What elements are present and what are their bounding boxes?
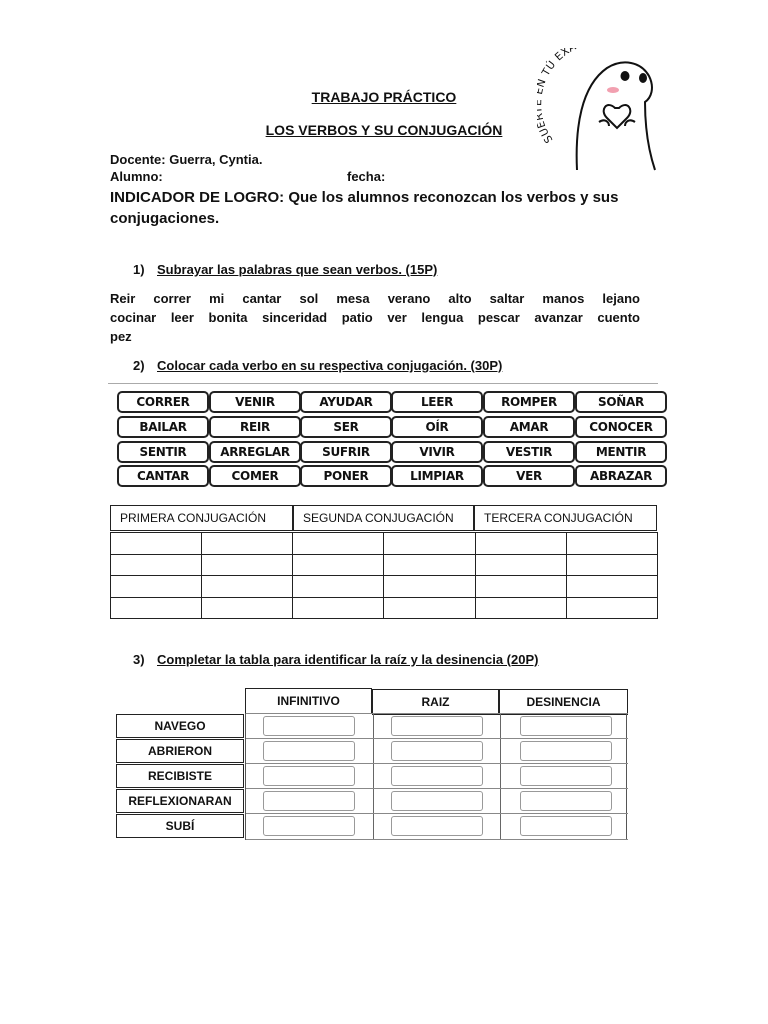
verb-card: ABRAZAR: [575, 465, 667, 487]
answer-box[interactable]: [263, 766, 355, 786]
question-3-number: 3): [133, 652, 145, 667]
answer-box[interactable]: [520, 766, 612, 786]
verb-card: REIR: [209, 416, 301, 438]
header-infinitivo: INFINITIVO: [245, 688, 372, 714]
word-list-line-1: Reir correr mi cantar sol mesa verano alto saltar manos lejano: [110, 291, 640, 306]
verb-card: CANTAR: [117, 465, 209, 487]
header-raiz: RAIZ: [372, 689, 499, 715]
verb-row-label: ABRIERON: [116, 739, 244, 763]
verb-card: VENIR: [209, 391, 301, 413]
verb-card: MENTIR: [575, 441, 667, 463]
answer-cell[interactable]: [384, 576, 475, 598]
answer-box[interactable]: [391, 766, 483, 786]
question-1-text: Subrayar las palabras que sean verbos. (15P): [157, 262, 438, 277]
answer-box[interactable]: [263, 741, 355, 761]
table-row: [111, 576, 658, 598]
row-divider: [246, 839, 628, 840]
answer-cell[interactable]: [293, 533, 384, 555]
verb-row-label: NAVEGO: [116, 714, 244, 738]
answer-cell[interactable]: [384, 533, 475, 555]
verb-card: SER: [300, 416, 392, 438]
row-divider: [246, 713, 628, 714]
answer-cell[interactable]: [384, 554, 475, 576]
header-primera-conjugacion: PRIMERA CONJUGACIÓN: [110, 505, 293, 531]
docente-line: Docente: Guerra, Cyntia.: [110, 152, 263, 167]
verb-row-label: REFLEXIONARAN: [116, 789, 244, 813]
answer-cell[interactable]: [293, 554, 384, 576]
answer-box[interactable]: [391, 791, 483, 811]
verb-card: SOÑAR: [575, 391, 667, 413]
verb-card: CONOCER: [575, 416, 667, 438]
word-list-line-3: pez: [110, 329, 132, 344]
answer-cell[interactable]: [111, 554, 202, 576]
answer-cell[interactable]: [202, 576, 293, 598]
verb-card: VER: [483, 465, 575, 487]
answer-cell[interactable]: [202, 533, 293, 555]
alumno-label: Alumno:: [110, 169, 163, 184]
question-1-number: 1): [133, 262, 145, 277]
header-desinencia: DESINENCIA: [499, 689, 628, 715]
answer-cell[interactable]: [384, 597, 475, 619]
page-subtitle: LOS VERBOS Y SU CONJUGACIÓN: [265, 122, 503, 138]
question-2-number: 2): [133, 358, 145, 373]
answer-box[interactable]: [520, 816, 612, 836]
answer-cell[interactable]: [293, 576, 384, 598]
answer-cell[interactable]: [566, 554, 657, 576]
page-title: TRABAJO PRÁCTICO: [311, 89, 457, 105]
verb-card: LEER: [391, 391, 483, 413]
verb-card: AYUDAR: [300, 391, 392, 413]
verb-card: VESTIR: [483, 441, 575, 463]
verb-card: PONER: [300, 465, 392, 487]
question-3-text: Completar la tabla para identificar la raíz y la desinencia (20P): [157, 652, 539, 667]
header-tercera-conjugacion: TERCERA CONJUGACIÓN: [474, 505, 657, 531]
verb-card: CORRER: [117, 391, 209, 413]
column-divider: [373, 713, 374, 840]
answer-cell[interactable]: [202, 554, 293, 576]
answer-box[interactable]: [391, 716, 483, 736]
question-2-text: Colocar cada verbo en su respectiva conjugación. (30P): [157, 358, 503, 373]
answer-cell[interactable]: [475, 576, 566, 598]
answer-cell[interactable]: [566, 533, 657, 555]
answer-cell[interactable]: [475, 554, 566, 576]
verb-card: ARREGLAR: [209, 441, 301, 463]
answer-cell[interactable]: [111, 597, 202, 619]
verb-row-label: RECIBISTE: [116, 764, 244, 788]
answer-cell[interactable]: [111, 533, 202, 555]
indicador-de-logro: INDICADOR DE LOGRO: Que los alumnos reconozcan los verbos y sus conjugaciones.: [110, 189, 619, 227]
answer-box[interactable]: [391, 741, 483, 761]
row-divider: [246, 788, 628, 789]
verb-card: OÍR: [391, 416, 483, 438]
answer-cell[interactable]: [293, 597, 384, 619]
answer-cell[interactable]: [475, 597, 566, 619]
good-luck-logo: [537, 48, 665, 172]
answer-box[interactable]: [391, 816, 483, 836]
answer-box[interactable]: [263, 716, 355, 736]
question-3-title: [133, 652, 538, 667]
verb-row-label: SUBÍ: [116, 814, 244, 838]
verb-card: LIMPIAR: [391, 465, 483, 487]
row-divider: [246, 813, 628, 814]
verb-card: AMAR: [483, 416, 575, 438]
table-row: [111, 554, 658, 576]
table-row: [111, 597, 658, 619]
answer-box[interactable]: [263, 791, 355, 811]
answer-cell[interactable]: [111, 576, 202, 598]
answer-box[interactable]: [263, 816, 355, 836]
answer-cell[interactable]: [566, 576, 657, 598]
verb-card: COMER: [209, 465, 301, 487]
word-list-line-2: cocinar leer bonita sinceridad patio ver lengua pescar avanzar cuento: [110, 310, 640, 325]
row-divider: [246, 763, 628, 764]
verb-bank: [108, 383, 658, 489]
column-divider: [500, 713, 501, 840]
answer-cell[interactable]: [475, 533, 566, 555]
verb-card: SUFRIR: [300, 441, 392, 463]
fecha-label: fecha:: [347, 169, 386, 184]
verb-card: SENTIR: [117, 441, 209, 463]
question-2-title: [133, 358, 502, 373]
ghost-heart-icon: [537, 48, 665, 172]
row-divider: [246, 738, 628, 739]
verb-card: VIVIR: [391, 441, 483, 463]
conjugation-table: [110, 532, 658, 619]
verb-card: BAILAR: [117, 416, 209, 438]
table-row: [111, 533, 658, 555]
answer-cell[interactable]: [202, 597, 293, 619]
logo-text: SU TÚ EX: [537, 48, 572, 146]
root-table-grid: [245, 713, 627, 840]
answer-box[interactable]: [520, 716, 612, 736]
header-segunda-conjugacion: SEGUNDA CONJUGACIÓN: [293, 505, 474, 531]
verb-card: ROMPER: [483, 391, 575, 413]
answer-box[interactable]: [520, 791, 612, 811]
question-1-title: [133, 262, 437, 277]
answer-cell[interactable]: [566, 597, 657, 619]
answer-box[interactable]: [520, 741, 612, 761]
